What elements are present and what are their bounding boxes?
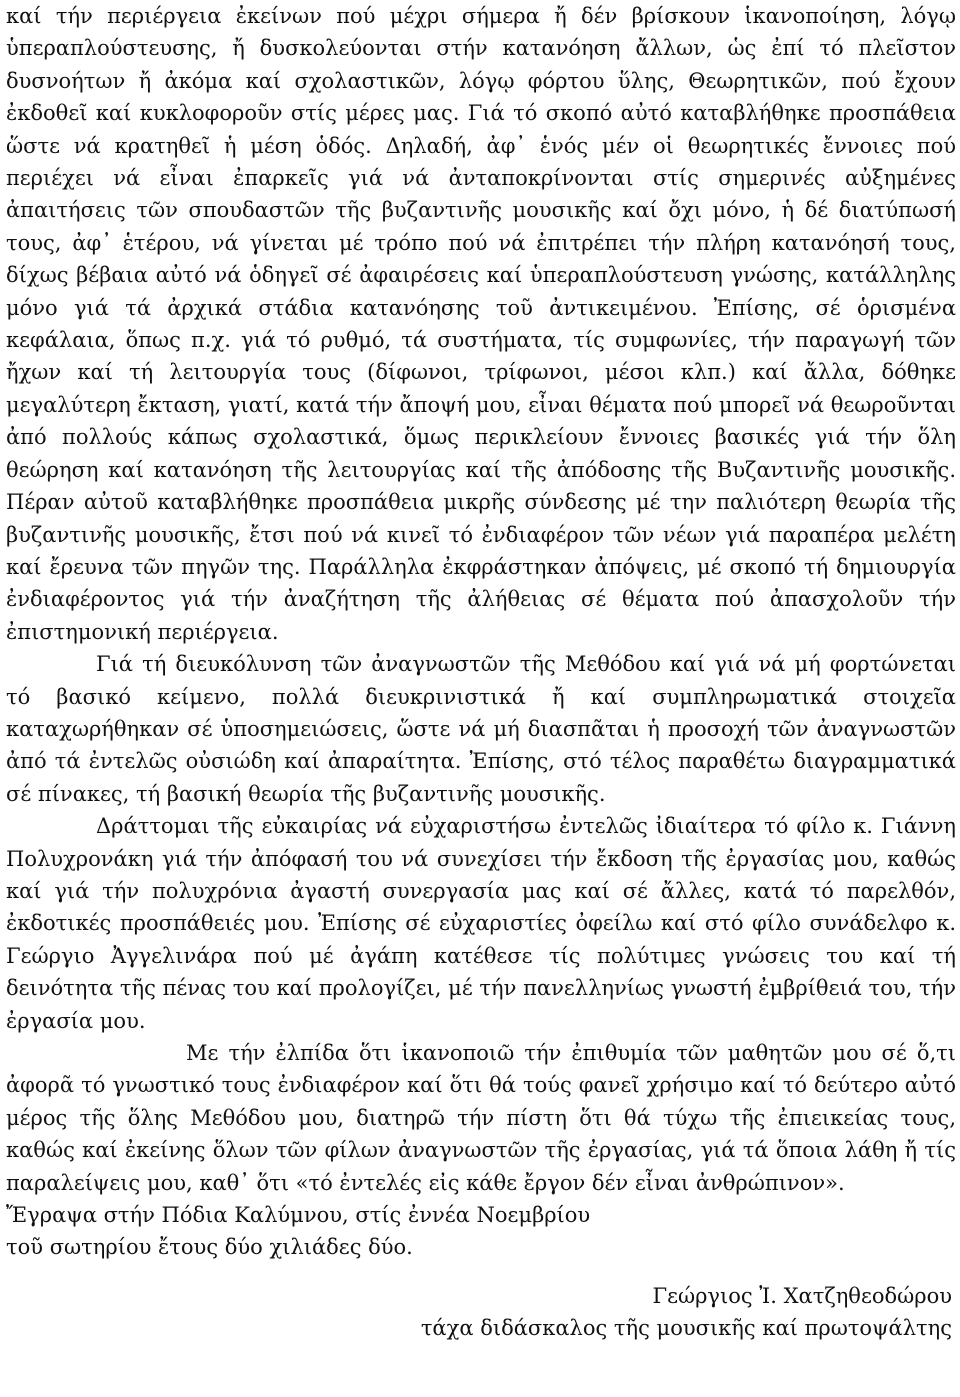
signature-block: [6, 1280, 956, 1345]
signature-name: Γεώργιος Ἰ. Χατζηθεοδώρου: [652, 1283, 952, 1308]
paragraph-1: καί τήν περιέργεια ἐκείνων πού μέχρι σήμερα ἤ δέν βρίσκουν ἱκανοποίηση, λόγῳ ὑπεραπλούστευσης, ἤ δυσκολεύονται στήν κατανόηση ἄλλων, ὡς ἐπί τό πλεῖστον δυσνοήτων ἤ ἀκόμα καί σχολαστικῶν, λόγῳ φόρτου ὕλης, Θεωρητικῶν, πού ἔχουν ἐκδοθεῖ καί κυκλοφοροῦν στίς μέρες μας. Γιά τό σκοπό αὐτό καταβλήθηκε προσπάθεια ὥστε νά κρατηθεῖ ἡ μέση ὁδός. Δηλαδή, ἀφ᾽ ἑνός μέν οἱ θεωρητικές ἔννοιες πού περιέχει νά εἶναι ἐπαρκεῖς γιά νά ἀνταποκρίνονται στίς σημερινές αὐξημένες ἀπαιτήσεις τῶν σπουδαστῶν τῆς βυζαντινῆς μουσικῆς καί ὄχι μόνο, ἡ δέ διατύπωσή τους, ἀφ᾽ ἑτέρου, νά γίνεται μέ τρόπο πού νά ἐπιτρέπει τήν πλήρη κατανόησή τους, δίχως βέβαια αὐτό νά ὁδηγεῖ σέ ἀφαιρέσεις καί ὑπεραπλούστευση γνώσης, κατάλληλης μόνο γιά τά ἀρχικά στάδια κατανόησης τοῦ ἀντικειμένου. Ἐπίσης, σέ ὁρισμένα κεφάλαια, ὅπως π.χ. γιά τό ρυθμό, τά συστήματα, τίς συμφωνίες, τήν παραγωγή τῶν ἤχων καί τή λειτουργία τους (δίφωνοι, τρίφωνοι, μέσοι κλπ.) καί ἄλλα, δόθηκε μεγαλύτερη ἔκταση, γιατί, κατά τήν ἄποψή μου, εἶναι θέματα πού μπορεῖ νά θεωροῦνται ἀπό πολλούς κάπως σχολαστικά, ὅμως περικλείουν ἔννοιες βασικές γιά τήν ὅλη θεώρηση καί κατανόηση τῆς λειτουργίας καί τῆς ἀπόδοσης τῆς Βυζαντινῆς μουσικῆς. Πέραν αὐτοῦ καταβλήθηκε προσπάθεια μικρῆς σύνδεσης μέ την παλιότερη θεωρία τῆς βυζαντινῆς μουσικῆς, ἔτσι πού νά κινεῖ τό ἐνδιαφέρον τῶν νέων γιά παραπέρα μελέτη καί ἔρευνα τῶν πηγῶν της. Παράλληλα ἐκφράστηκαν ἀπόψεις, μέ σκοπό τή δημιουργία ἐνδιαφέροντος γιά τήν ἀναζήτηση τῆς ἀλήθειας σέ θέματα πού ἀπασχολοῦν τήν ἐπιστημονική περιέργεια.: [6, 4, 956, 644]
closing-line-2: τοῦ σωτηρίου ἔτους δύο χιλιάδες δύο.: [6, 1235, 413, 1260]
paragraph-3: Δράττομαι τῆς εὐκαιρίας νά εὐχαριστήσω ἐντελῶς ἰδιαίτερα τό φίλο κ. Γιάννη Πολυχρονάκη γιά τήν ἀπόφασή του νά συνεχίσει τήν ἔκδοση τῆς ἐργασίας μου, καθώς καί γιά τήν πολυχρόνια ἀγαστή συνεργασία μας καί σέ ἄλλες, κατά τό παρελθόν, ἐκδοτικές προσπάθειές μου. Ἐπίσης σέ εὐχαριστίες ὀφείλω καί στό φίλο συνάδελφο κ. Γεώργιο Ἀγγελινάρα πού μέ ἀγάπη κατέθεσε τίς πολύτιμες γνώσεις του καί τή δεινότητα τῆς πένας του καί προλογίζει, μέ τήν πανελληνίως γνωστή ἐμβρίθειά του, τήν ἐργασία μου.: [6, 814, 956, 1033]
paragraph-4: Με τήν ἐλπίδα ὅτι ἱκανοποιῶ τήν ἐπιθυμία τῶν μαθητῶν μου σέ ὅ,τι ἀφορᾶ τό γνωστικό τους ἐνδιαφέρον καί ὅτι θά τούς φανεῖ χρήσιμο καί τό δεύτερο αὐτό μέρος τῆς ὅλης Μεθόδου μου, διατηρῶ τήν πίστη ὅτι θά τύχω τῆς ἐπιεικείας τους, καθώς καί ἐκείνης ὅλων τῶν φίλων ἀναγνωστῶν τῆς ἐργασίας, γιά τά ὅποια λάθη ἤ τίς παραλείψεις μου, καθ᾽ ὅτι «τό ἐντελές εἰς κάθε ἔργον δέν εἶναι ἀνθρώπινον».: [6, 1041, 956, 1195]
signature-title: τάχα διδάσκαλος τῆς μουσικῆς καί πρωτοψάλτης: [420, 1316, 952, 1341]
closing-line-1: Ἔγραψα στήν Πόδια Καλύμνου, στίς ἐννέα Νοεμβρίου: [6, 1203, 591, 1228]
document-page: [6, 0, 956, 1345]
paragraph-2: Γιά τή διευκόλυνση τῶν ἀναγνωστῶν τῆς Μεθόδου καί γιά νά μή φορτώνεται τό βασικό κείμενο, πολλά διευκρινιστικά ἤ καί συμπληρωματικά στοιχεῖα καταχωρήθηκαν σέ ὑποσημειώσεις, ὥστε νά μή διασπᾶται ἡ προσοχή τῶν ἀναγνωστῶν ἀπό τά ἐντελῶς οὐσιώδη καί ἀπαραίτητα. Ἐπίσης, στό τέλος παραθέτω διαγραμματικά σέ πίνακες, τή βασική θεωρία τῆς βυζαντινῆς μουσικῆς.: [6, 652, 956, 806]
